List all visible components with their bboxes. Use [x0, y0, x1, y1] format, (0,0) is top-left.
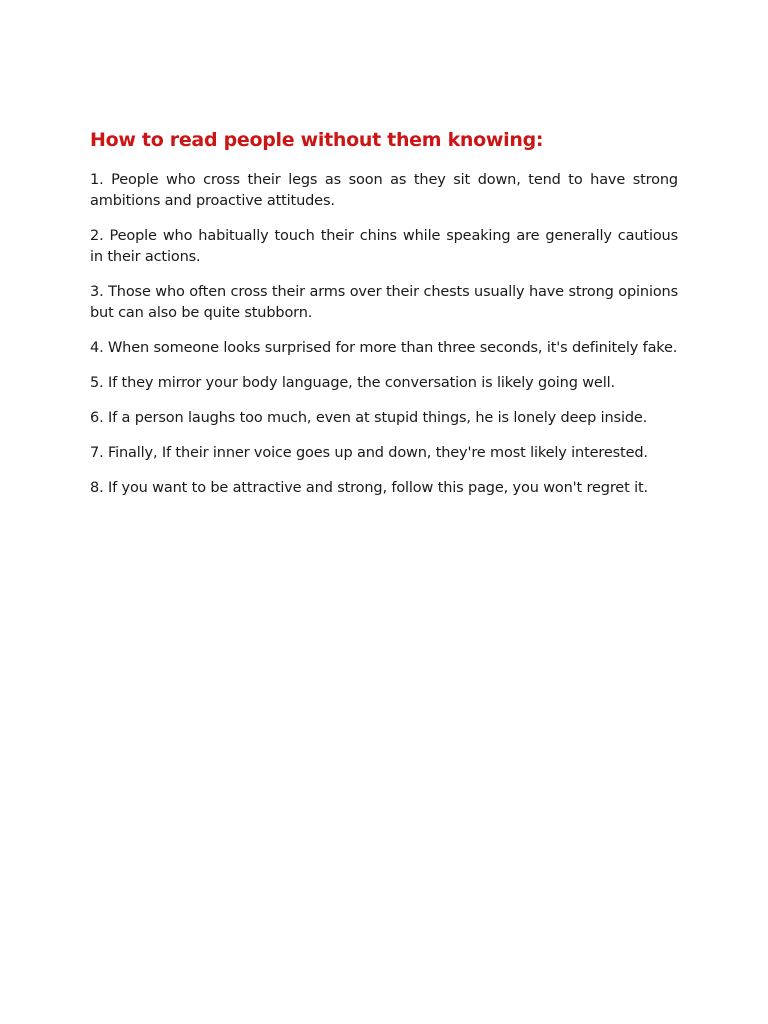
tips-list — [90, 170, 678, 499]
tip-item-2: 2. People who habitually touch their chins while speaking are generally cautious in their actions. — [90, 228, 678, 265]
tip-item-7: 7. Finally, If their inner voice goes up and down, they're most likely interested. — [90, 445, 648, 461]
document-title: How to read people without them knowing: — [90, 129, 544, 151]
tip-item-8: 8. If you want to be attractive and strong, follow this page, you won't regret it. — [90, 480, 648, 496]
tip-item-1: 1. People who cross their legs as soon as they sit down, tend to have strong ambitions and proactive attitudes. — [90, 172, 678, 209]
tip-item-5: 5. If they mirror your body language, the conversation is likely going well. — [90, 375, 615, 391]
document-content — [90, 126, 678, 513]
tip-item-6: 6. If a person laughs too much, even at stupid things, he is lonely deep inside. — [90, 410, 648, 426]
tip-item-4: 4. When someone looks surprised for more than three seconds, it's definitely fake. — [90, 340, 678, 356]
tip-item-3: 3. Those who often cross their arms over their chests usually have strong opinions but can also be quite stubborn. — [90, 284, 678, 321]
